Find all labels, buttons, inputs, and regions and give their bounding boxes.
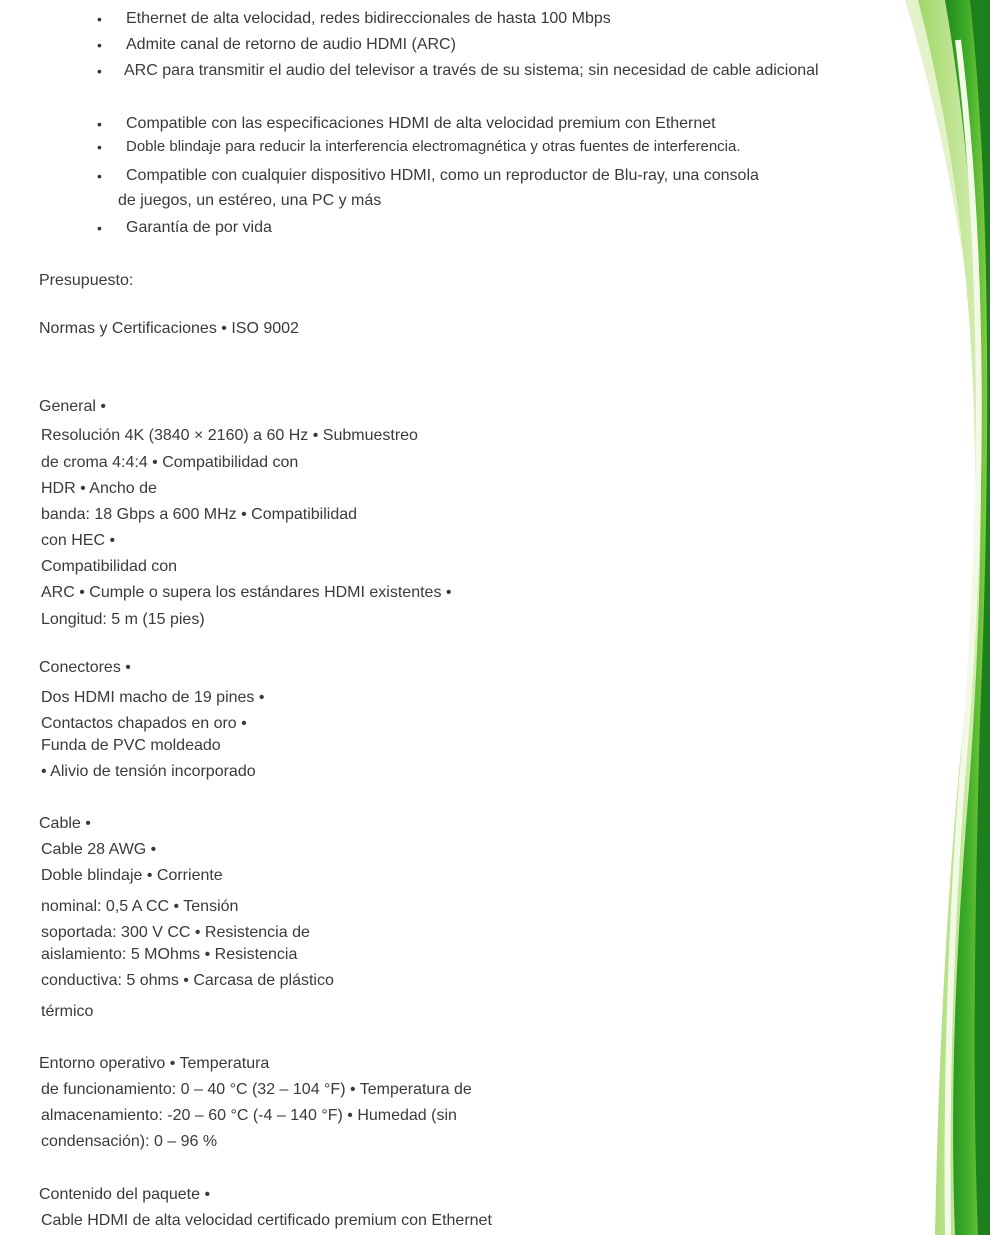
cable-line: aislamiento: 5 MOhms • Resistencia [41,946,298,963]
package-heading: Contenido del paquete • [39,1186,211,1203]
general-line: banda: 18 Gbps a 600 MHz • Compatibilidad [41,506,358,523]
wave-band-dark [970,0,990,1235]
environment-line: de funcionamiento: 0 – 40 °C (32 – 104 °F) • Temperatura de [41,1081,472,1098]
connectors-line: Dos HDMI macho de 19 pines • [41,689,265,706]
bullet-dot: • [97,63,102,79]
package-line: Cable HDMI de alta velocidad certificado premium con Ethernet [41,1212,492,1229]
cable-line: térmico [41,1003,94,1020]
general-line: HDR • Ancho de [41,480,157,497]
connectors-line: • Alivio de tensión incorporado [41,763,256,780]
cable-line: nominal: 0,5 A CC • Tensión [41,898,239,915]
wave-band-light [918,0,990,1235]
cable-line: conductiva: 5 ohms • Carcasa de plástico [41,972,334,989]
wave-band-green [945,0,990,1235]
general-line: ARC • Cumple o supera los estándares HDMI existentes • [41,584,452,601]
bullet-dot: • [97,139,102,155]
environment-line: condensación): 0 – 96 % [41,1133,218,1150]
budget-label: Presupuesto: [39,272,134,289]
general-line: de croma 4:4:4 • Compatibilidad con [41,454,299,471]
general-line: Resolución 4K (3840 × 2160) a 60 Hz • Submuestreo [41,427,418,444]
general-line: Compatibilidad con [41,558,178,575]
environment-line: almacenamiento: -20 – 60 °C (-4 – 140 °F) • Humedad (sin [41,1107,457,1124]
feature-item-continuation: de juegos, un estéreo, una PC y más [118,192,382,209]
cable-line: Doble blindaje • Corriente [41,867,223,884]
general-line: con HEC • [41,532,116,549]
wave-band-pale [905,0,990,560]
bullet-dot: • [97,220,102,236]
bullet-dot: • [97,37,102,53]
connectors-line: Contactos chapados en oro • [41,715,247,732]
environment-line: Entorno operativo • Temperatura [39,1055,270,1072]
wave-highlight [948,40,979,1235]
general-heading: General • [39,398,106,415]
bullet-dot: • [97,168,102,184]
cable-line: soportada: 300 V CC • Resistencia de [41,924,310,941]
general-line: Longitud: 5 m (15 pies) [41,611,205,628]
bullet-dot: • [97,11,102,27]
cable-line: Cable 28 AWG • [41,841,157,858]
connectors-line: Funda de PVC moldeado [41,737,221,754]
bullet-dot: • [97,116,102,132]
cable-heading: Cable • [39,815,91,832]
certifications: Normas y Certificaciones • ISO 9002 [39,320,299,337]
connectors-heading: Conectores • [39,659,131,676]
